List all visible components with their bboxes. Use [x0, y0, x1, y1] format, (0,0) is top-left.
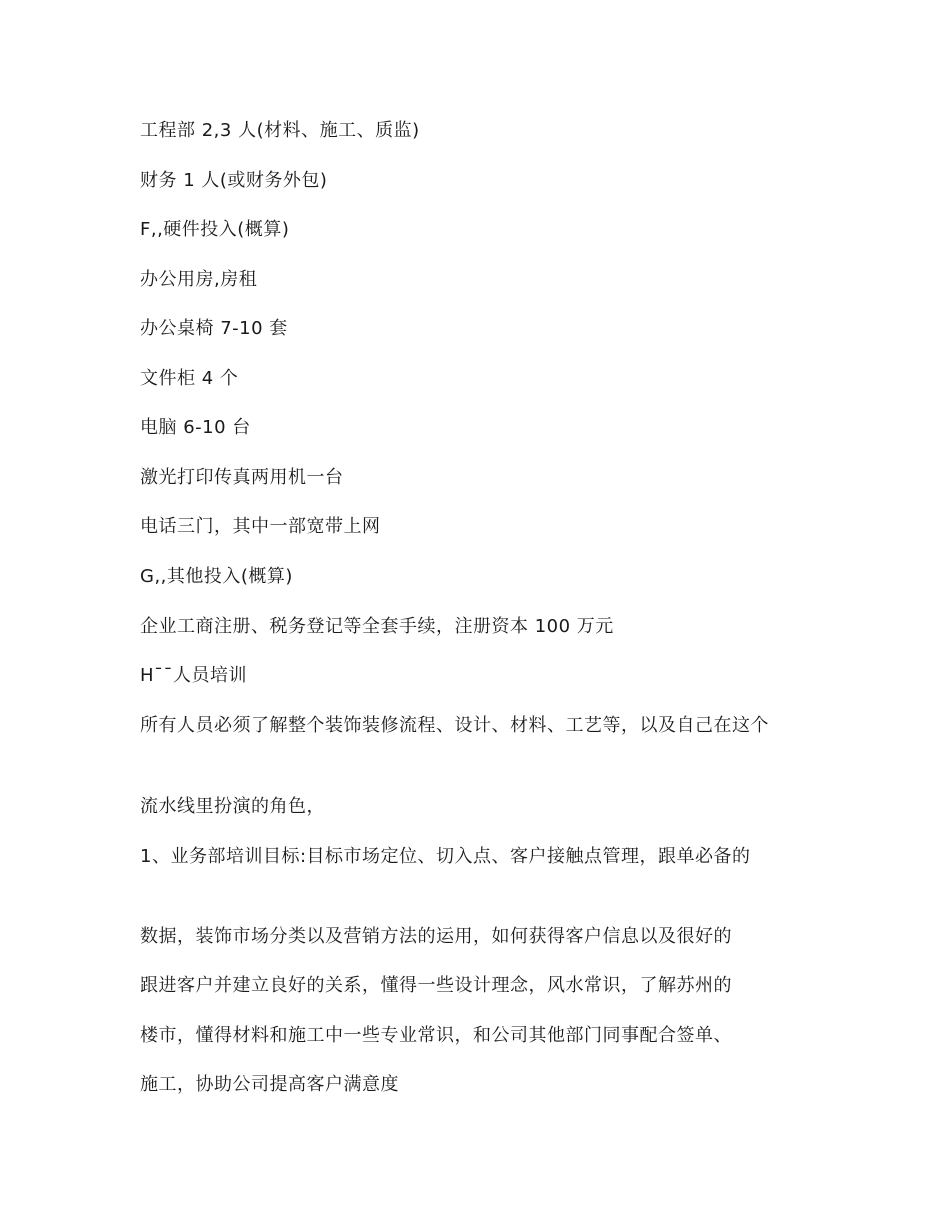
text-line-8: 激光打印传真两用机一台: [140, 467, 344, 488]
text-line-11: 企业工商注册、税务登记等全套手续，注册资本 100 万元: [140, 616, 614, 637]
text-line-13: 所有人员必须了解整个装饰装修流程、设计、材料、工艺等，以及自己在这个: [140, 715, 769, 736]
text-line-9: 电话三门，其中一部宽带上网: [140, 516, 381, 537]
text-line-4: 办公用房,房租: [140, 269, 258, 290]
text-line-15: 1、业务部培训目标:目标市场定位、切入点、客户接触点管理，跟单必备的: [140, 846, 751, 867]
text-line-12: H¯¯人员培训: [140, 665, 248, 686]
text-line-19: 施工，协助公司提高客户满意度: [140, 1074, 399, 1095]
text-line-17: 跟进客户并建立良好的关系，懂得一些设计理念，风水常识，了解苏州的: [140, 975, 732, 996]
text-line-7: 电脑 6-10 台: [140, 417, 251, 438]
text-line-3: F,,硬件投入(概算): [140, 219, 290, 240]
text-line-6: 文件柜 4 个: [140, 368, 239, 389]
text-line-1: 工程部 2,3 人(材料、施工、质监): [140, 120, 420, 141]
text-line-10: G,,其他投入(概算): [140, 566, 293, 587]
text-line-5: 办公桌椅 7-10 套: [140, 318, 288, 339]
text-line-16: 数据，装饰市场分类以及营销方法的运用，如何获得客户信息以及很好的: [140, 926, 732, 947]
text-line-14: 流水线里扮演的角色，: [140, 796, 325, 817]
text-line-2: 财务 1 人(或财务外包): [140, 170, 328, 191]
text-line-18: 楼市，懂得材料和施工中一些专业常识，和公司其他部门同事配合签单、: [140, 1025, 732, 1046]
